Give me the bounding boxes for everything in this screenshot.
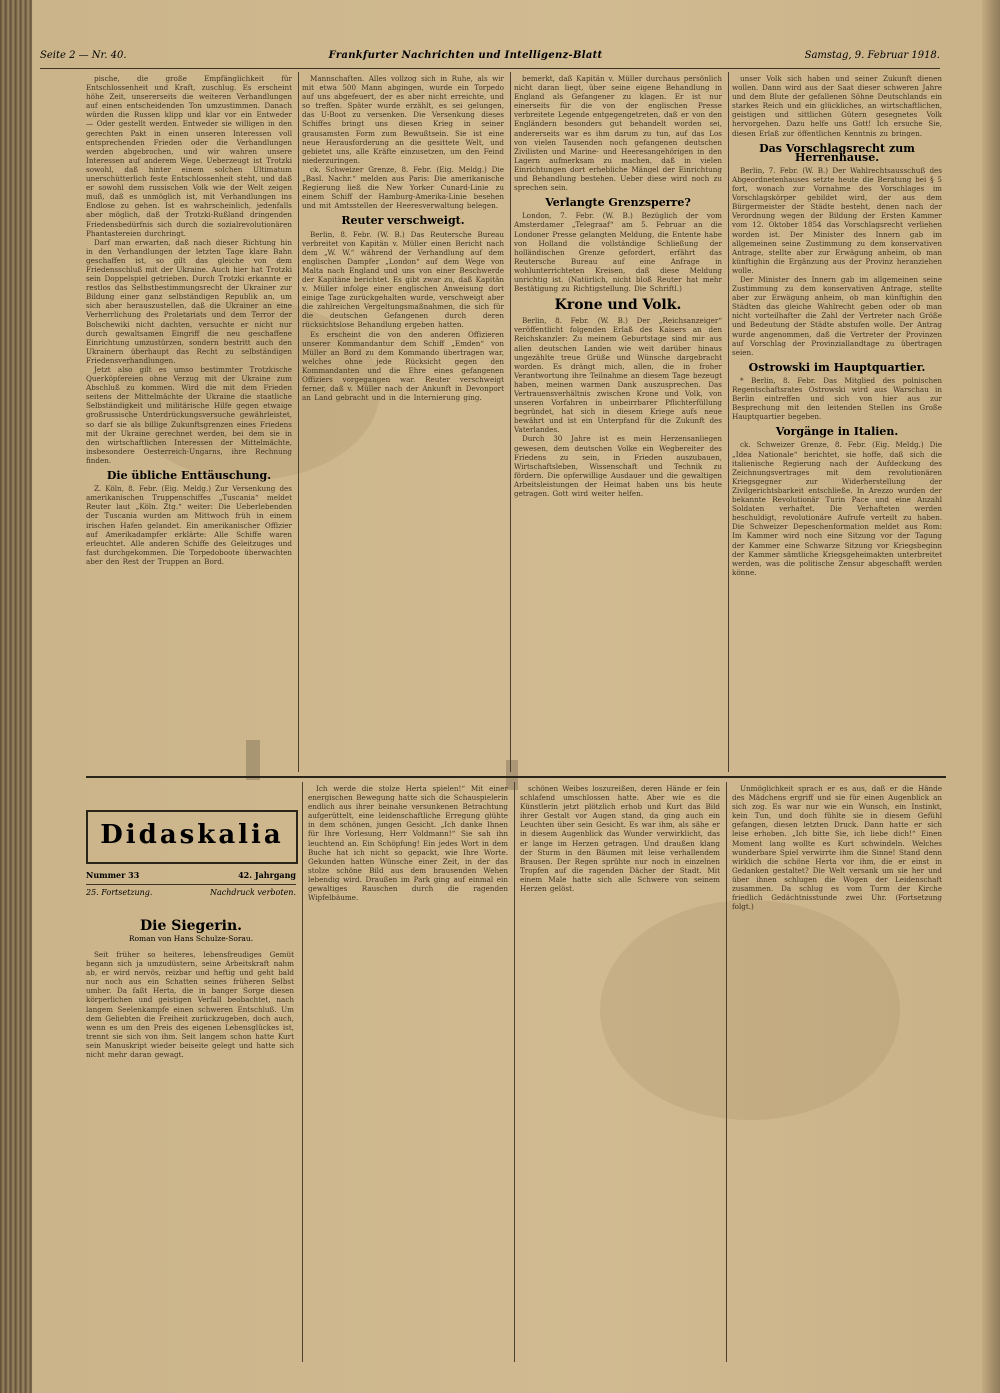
serial-line — [86, 888, 296, 897]
novel-paragraph: Seit früher so heiteres, lebensfreudiges Gemüt begann sich ja umzudüstern, seine Arbeitskraft nahm ab, er wird nervös, reizbar und heftig und geht bald nur noch aus ein Schatten seines früheren Selbst umher. Da faßt Herta, die in banger Sorge diesen körperlichen und geistigen Verfall beobachtet, nach langem Seelenkampfe einen schweren Entschluß. Um dem Geliebten die Freiheit zurückzugeben, doch auch, wenn es um den Preis des eigenen Lebensglückes ist, trennt sie sich von ihm. Seit langem schon hatte Kurt sein Manuskript wieder beiseite gelegt und hatte sich nicht mehr daran gewagt. — [86, 950, 294, 1060]
article-paragraph: Berlin, 8. Febr. (W. B.) Der „Reichsanzeiger“ veröffentlicht folgenden Erlaß des Kaisers an den Reichskanzler: Zu meinem Geburtstage sind mir aus allen deutschen Landen wie weit darüber hinaus ungezählte treue Grüße und Wünsche dargebracht worden. Es drängt mich, allen, die in froher Verantwortung ihre Teilnahme an diesem Tage bezeugt haben, meinen warmen Dank auszusprechen. Das Vertrauensverhältnis zwischen Krone und Volk, von unseren Vorfahren in unbeirrbarer Pflichterfüllung begründet, hat sich in diesem Kriege aufs neue bewährt und ist ein Unterpfand für die Zukunft des Vaterlandes. — [514, 316, 722, 435]
column-3 — [514, 74, 722, 774]
column-2 — [302, 74, 504, 774]
article-paragraph: Der Minister des Innern gab im allgemeinen seine Zustimmung zu dem konservativen Antrage, stellte aber zur Erwägung anheim, ob man künftighin den Städten das gleiche Wahlrecht geben oder ob man nicht vorteilhafter die Zahl der Vertreter nach Größe und Bedeutung der Städte abstufen wolle. Der Antrag wurde angenommen, daß die Vertreter der Provinzen auf Vorschlag der Provinziallandtage zu übertragen seien. — [732, 274, 942, 357]
article-paragraph: Mannschaften. Alles vollzog sich in Ruhe, als wir mit etwa 500 Mann abgingen, wurde ein Torpedo auf uns abgefeuert, der es aber nicht erreichte, und so treffen. Später wurde erzählt, es sei gelungen, das U-Boot zu versenken. Die Versenkung dieses Schiffes bringt uns diesen Krieg in seiner grausamsten Form zum Bewußtsein. Sie ist eine neue Herausforderung an die gesittete Welt, und gebietet uns, alle Kräfte einzusetzen, um den Feind niederzuringen. — [302, 74, 504, 165]
article-heading: Vorgänge in Italien. — [775, 425, 899, 439]
article-paragraph: ck. Schweizer Grenze, 8. Febr. (Eig. Meldg.) Die „Basl. Nachr.“ melden aus Paris: Die amerikanische Regierung ließ die New Yorker Cunard-Linie zu einem Schiff der Hamburg-Amerika-Linie besehen und mit Amtsstellen der Heeresverwaltung belegen. — [302, 164, 504, 211]
article-heading: Verlangte Grenzsperre? — [545, 196, 691, 210]
novel-author: Roman von Hans Schulze-Sorau. — [128, 934, 254, 943]
novel-paragraph: Ich werde die stolze Herta spielen!“ Mit einer energischen Bewegung hatte sich die Schauspielerin endlich aus ihrer beinahe versunkenen Betrachtung aufgerüttelt, eine leidenschaftliche Erregung glühte in dem schönen, jungen Gesicht. „Ich danke Ihnen für Ihre Vorlesung, Herr Voldmann!“ Sie sah ihn leuchtend an. Ein Schöpfung! Ein jedes Wort in dem Buche hat ich nicht so gepackt, wie Ihre Worte. Gekunden hatten Wünsche einer Zeit, in der das stolze schöne Bild aus dem brausenden Wehen lebendig wird. Draußen im Park ging auf einmal ein gewaltiges Rauschen durch die ragenden Wipfelbäume. — [308, 784, 508, 903]
column-rule — [726, 782, 727, 1362]
running-header — [40, 50, 940, 69]
article-paragraph: Z. Köln, 8. Febr. (Eig. Meldg.) Zur Versenkung des amerikanischen Truppenschiffes „Tuscania“ meldet Reuter laut „Köln. Ztg.“ weiter: Die Ueberlebenden der Tuscania wurden am Mittwoch früh in einem irischen Hafen gelandet. Ein amerikanischer Offizier auf Amerikadampfer erklärte: Alle Schiffe waren erleuchtet. Alle anderen Schiffe des Geleitzuges und fast durchgekommen. Die Torpedoboote überwachten aber den Rest der Truppen an Bord. — [86, 484, 292, 566]
article-paragraph: Es erscheint die von den anderen Offizieren unserer Kommandantur dem Schiff „Emden“ von Müller an Bord zu dem Kommando übertragen war, welches ohne jede Rücksicht gegen den Kommandanten und die Ehre eines gefangenen Offiziers vorgegangen war. Reuter verschweigt ferner, daß v. Müller nach der Ankunft in Devonport an Land gebracht und in die Internierung ging. — [302, 329, 504, 403]
novel-paragraph: schönen Weibes loszureißen, deren Hände er fein schlafend umschlossen hatte. Aber wie es die Künstlerin jetzt plötzlich erhob und Kurt das Bild ihrer Gestalt vor Augen stand, da ging auch ein Leuchten über sein Gesicht. Es war ihm, als sähe er in diesem Augenblick das Wunder verwirklicht, das er lange im Herzen getragen. Und draußen klang der Sturm in den Bäumen mit leise verhallendem Brausen. Der Regen sprühte nur noch in einzelnen Tropfen auf die ragenden Dächer der Stadt. Mit einem Male hatte sich alle Schwere von seinem Herzen gelöst. — [520, 784, 720, 894]
divider — [86, 884, 296, 885]
article-paragraph: bemerkt, daß Kapitän v. Müller durchaus persönlich nicht daran liegt, über seine eigene Behandlung in England als Gefangener zu klagen. Er ist nur einerseits für die von der englischen Presse verbreitete Legende entgegengetreten, daß er von den Engländern besonders gut behandelt worden sei, andererseits war es ihm darum zu tun, auf das Los von vielen Tausenden noch gefangenen deutschen Zivilisten und Marine- und Heeresangehörigen in den Lagern aufmerksam zu machen, daß in vielen Einrichtungen dort erhebliche Mängel der Einrichtung und Behandlung bestehen. Ueber diese wird noch zu sprechen sein. — [514, 74, 722, 193]
article-paragraph: * Berlin, 8. Febr. Das Mitglied des polnischen Regentschaftsrates Ostrowski wird aus Warschau in Berlin eintreffen und sich von hier aus zur Besprechung mit den leitenden Stellen ins Große Hauptquartier begeben. — [732, 375, 942, 422]
feuilleton-column-2 — [308, 784, 508, 1350]
article-heading: Die übliche Enttäuschung. — [106, 469, 272, 483]
feuilleton-column-1 — [86, 950, 294, 1350]
book-binding — [0, 0, 32, 1393]
column-1 — [86, 74, 292, 774]
novel-paragraph: Unmöglichkeit sprach er es aus, daß er die Hände des Mädchens ergriff und sie für einen Augenblick an sich zog. Es war nur wie ein Wunsch, ein Instinkt, kein Tun, und doch fühlte sie in diesem Gefühl gefangen, diesen letzten Druck. Dann hatte er sich leise erhoben. „Ich bitte Sie, ich liebe dich!“ Einen Moment lang wollte es Kurt schwindeln. Welches wunderbare Spiel verwirrte ihm die Sinne! Stand denn wirklich die schöne Herta vor ihm, die er einst in Gedanken gestaltet? Die Welt versank um sie her und über ihnen schlugen die Wogen der Leidenschaft zusammen. Da schlug es vom Turm der Kirche friedlich Gedächtnisstunde zwei Uhr. (Fortsetzung folgt.) — [732, 784, 942, 912]
column-4 — [732, 74, 942, 774]
article-paragraph: pische, die große Empfänglichkeit für Entschlossenheit und Kraft, zuschlug. Es erscheint höhe Zeit, unsererseits die weiteren Verhandlungen auf einen entscheidenden Ton umzustimmen. Danach würden die Russen klipp und klar vor ein Entweder — Oder gestellt werden. Entweder sie willigen in den gerechten Pakt in einen unseren Interessen voll entsprechenden Frieden oder die Verhandlungen werden abgebrochen, und wir wahren unsere Interessen auf anderem Wege. Ueberzeugt ist Trotzki sowohl, daß hinter einem solchen Ultimatum unerschütterlich feste Entschlossenheit steht, und daß er sowohl dem russischen Volk wie der Welt zeigen muß, daß es unmöglich ist, mit Verhandlungen ins Endlose zu gehen. Ist es wahrscheinlich, jedenfalls aber möglich, daß der Trotzki-Rußland dringenden Friedensbedürfnis sich durch die sozialrevolutionären Phantastereien durchringt. — [86, 74, 292, 238]
issue-date: Samstag, 9. Februar 1918. — [804, 50, 940, 61]
issue-line — [86, 870, 296, 880]
issue-number: Nummer 33 — [86, 870, 140, 880]
article-paragraph: ck. Schweizer Grenze, 8. Febr. (Eig. Meldg.) Die „Idea Nationale“ berichtet, sie hoffe, daß sich die italienische Regierung nach der Aufdeckung des Zeichnungsvertrages mit dem revolutionären Kriegsgegner zur Widerherstellung der Zivilgerichtsbarkeit entschließe. In Arezzo wurden der bekannte Revolutionär Turin Pace und eine Anzahl Soldaten verhaftet. Die Verhafteten werden beschuldigt, revolutionäre Aufrufe verteilt zu haben. Die Schweizer Depeschenformation meldet aus Rom: Im Kammer wird noch eine Sitzung vor der Tagung der Kammer eine Schwarze Sitzung vor Kriegsbeginn der Kammer sämtliche Kriegsgeheimakten unterbreitet werden, was die politische Zensur abgeschafft werden könne. — [732, 440, 942, 577]
article-paragraph: Durch 30 Jahre ist es mein Herzensanliegen gewesen, dem deutschen Volke ein Wegbereiter des Friedens zu sein, in Frieden auszubauen, Wirtschaftsleben, Wissenschaft und Technik zu fördern. Die opferwillige Ausdauer und die gewaltigen Arbeitsleistungen der Heimat haben uns bis heute getragen. Gott wird weiter helfen. — [514, 434, 722, 499]
article-heading: Krone und Volk. — [554, 297, 682, 314]
article-paragraph: Darf man erwarten, daß nach dieser Richtung hin in den Verhandlungen der letzten Tage klare Bahn geschaffen ist, so gilt das gleiche von dem Friedensschluß mit der Ukraine. Auch hier hat Trotzki sein Doppelspiel getrieben. Durch Trotzki erkannte er restlos das Selbstbestimmungsrecht der Ukrainer zur Bildung einer ganz selbständigen Republik an, um sich aber herauszustellen, daß die Ukrainer an eine Verherrlichung des Proletariats und dem Terror der Bolschewiki nicht dachten, versuchte er nicht nur durch gewaltsamen Eingriff die neu geschaffene Einrichtung umzustürzen, sondern bestritt auch den Ukrainern überhaupt das Recht zu selbständigen Friedensverhandlungen. — [86, 237, 292, 365]
article-paragraph: Berlin, 8. Febr. (W. B.) Das Reutersche Bureau verbreitet von Kapitän v. Müller einen Bericht nach dem „W. W.“ während der Verhandlung auf dem englischen Dampfer „London“ auf dem Wege von Malta nach England und uns von einer Beschwerde der Kapitäne berichtet. Es gibt zwar zu, daß Kapitän v. Müller infolge einer englischen Anweisung dort einige Tage zurückgehalten wurde, verschweigt aber die zahlreichen Vergeltungsmaßnahmen, die sich für die deutschen Gefangenen durch deren rücksichtslose Behandlung ergeben hatten. — [302, 229, 504, 330]
column-rule — [510, 72, 511, 772]
novel-title: Die Siegerin. — [139, 918, 243, 934]
article-paragraph: Jetzt also gilt es umso bestimmter Trotzkische Querköpfereien ohne Verzug mit der Ukraine zum Abschluß zu kommen. Wird die mit dem Frieden seitens der Mittelmächte der Ukraine die staatliche Selbständigkeit und militärische Hilfe gegen etwaige großrussische Unterdrückungsversuche gewährleistet, so darf sie als billige Zukunftsgrenzen eines Friedens mit der Ukraine gerechnet werden, bei dem sie in den wirtschaftlichen Interessen der Mittelmächte, insbesondere Oesterreich-Ungarns, ihre Rechnung finden. — [86, 365, 292, 465]
page-edge — [982, 0, 1000, 1393]
installment: 25. Fortsetzung. — [86, 888, 153, 897]
didaskalia-masthead: Didaskalia — [86, 810, 298, 864]
feuilleton-column-4 — [732, 784, 942, 1350]
article-heading: Das Vorschlagsrecht zum Herrenhause. — [759, 141, 915, 164]
article-paragraph: London, 7. Febr. (W. B.) Bezüglich der vom Amsterdamer „Telegraaf“ am 5. Februar an die Londoner Presse gelangten Meldung, die Entente habe von Holland die vollständige Schließung der holländischen Grenze gefordert, erfährt das Reutersche Bureau auf eine Anfrage in wohlunterrichteten Kreisen, daß diese Meldung unrichtig ist. (Natürlich, nicht bloß Reuter hat mehr Bestätigung zu Richtigstellung. Die Schriftl.) — [514, 211, 722, 294]
feuilleton-divider — [86, 776, 946, 778]
newspaper-name: Frankfurter Nachrichten und Intelligenz-Blatt — [328, 50, 603, 61]
page-number: Seite 2 — Nr. 40. — [40, 50, 127, 61]
column-rule — [302, 782, 303, 1362]
article-heading: Reuter verschweigt. — [341, 214, 465, 228]
reprint-note: Nachdruck verboten. — [209, 888, 296, 897]
column-rule — [728, 72, 729, 772]
column-rule — [298, 72, 299, 772]
article-paragraph: unser Volk sich haben und seiner Zukunft dienen wollen. Dann wird aus der Saat dieser schweren Jahre und dem Blute der gefallenen Söhne Deutschlands ein starkes Reich und ein glückliches, an wirtschaftlichen, geistigen und sittlichen Gütern gesegnetes Volk hervorgehen. Dazu helfe uns Gott! Ich ersuche Sie, diesen Erlaß zur öffentlichen Kenntnis zu bringen. — [732, 74, 942, 138]
article-heading: Ostrowski im Hauptquartier. — [748, 360, 926, 374]
issue-year: 42. Jahrgang — [238, 870, 296, 880]
column-rule — [514, 782, 515, 1362]
feuilleton-column-3 — [520, 784, 720, 1350]
article-paragraph: Berlin, 7. Febr. (W. B.) Der Wahlrechtsausschuß des Abgeordnetenhauses setzte heute die Beratung bei § 5 fort, wonach zur Vornahme des Vorschlages im Vorschlagskörper gebildet wird, der aus dem Bürgermeister der Städte besteht, denen nach der Verordnung wegen der Bildung der Ersten Kammer vom 12. Oktober 1854 das Vorschlagsrecht verliehen worden ist. Der Minister des Innern gab im allgemeinen seine Zustimmung zu dem konservativen Antrage, stellte aber zur Erwägung anheim, ob man künftighin die Ergänzung aus der Provinz heranziehen wolle. — [732, 165, 942, 275]
